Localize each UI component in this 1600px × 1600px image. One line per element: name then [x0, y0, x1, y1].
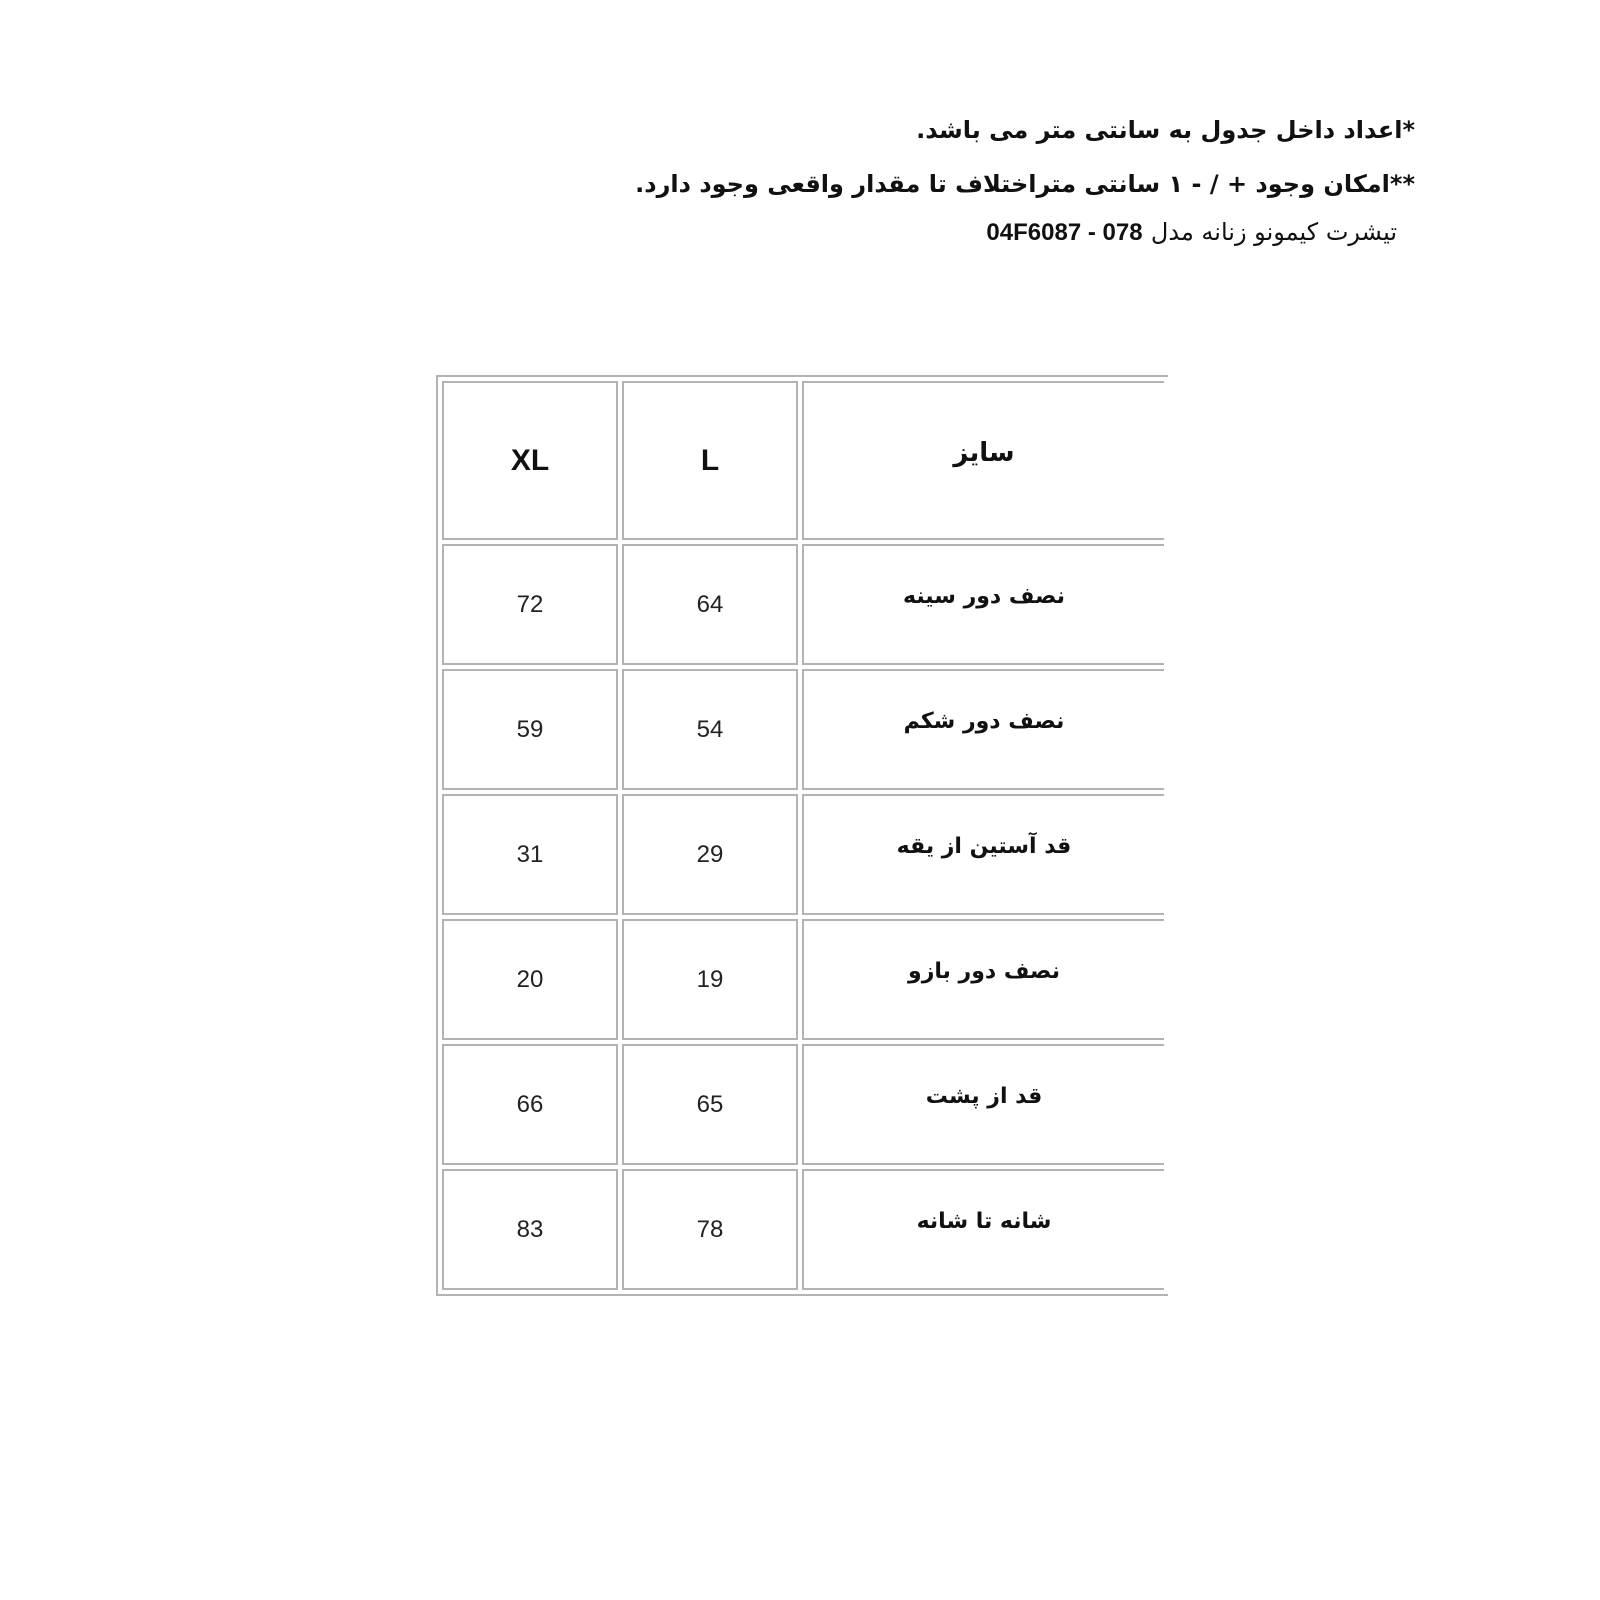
row-label-cell — [802, 919, 1164, 1040]
tolerance-note: **امکان وجود + / - ۱ سانتی متراختلاف تا مقدار واقعی وجود دارد. — [635, 170, 1415, 198]
row-label-cell — [802, 794, 1164, 915]
table-row — [442, 794, 1164, 915]
cell-l: 78 — [622, 1169, 798, 1290]
table-row — [442, 669, 1164, 790]
cell-l: 64 — [622, 544, 798, 665]
product-title — [986, 220, 1397, 245]
row-label: قد آستین از یقه — [896, 834, 1072, 859]
row-label: شانه تا شانه — [916, 1209, 1052, 1234]
unit-note: *اعداد داخل جدول به سانتی متر می باشد. — [916, 116, 1415, 144]
header-xl: XL — [442, 381, 618, 540]
header-size-label-cell — [802, 381, 1164, 540]
table-row — [442, 919, 1164, 1040]
cell-xl: 20 — [442, 919, 618, 1040]
table-row — [442, 544, 1164, 665]
table-row — [442, 1169, 1164, 1290]
row-label-cell — [802, 669, 1164, 790]
size-table — [436, 375, 1168, 1296]
row-label: نصف دور شکم — [903, 709, 1065, 734]
row-label-cell — [802, 1169, 1164, 1290]
cell-l: 29 — [622, 794, 798, 915]
row-label: نصف دور بازو — [908, 959, 1060, 984]
header-size-label: سایز — [953, 437, 1015, 468]
cell-xl: 66 — [442, 1044, 618, 1165]
model-code: 04F6087 - 078 — [986, 219, 1143, 246]
cell-xl: 83 — [442, 1169, 618, 1290]
cell-l: 65 — [622, 1044, 798, 1165]
header-l: L — [622, 381, 798, 540]
row-label: قد از پشت — [925, 1084, 1043, 1109]
cell-xl: 72 — [442, 544, 618, 665]
table-header-row — [442, 381, 1164, 540]
row-label: نصف دور سینه — [902, 584, 1066, 609]
cell-xl: 59 — [442, 669, 618, 790]
product-name: تیشرت کیمونو زنانه مدل — [1150, 218, 1397, 246]
cell-xl: 31 — [442, 794, 618, 915]
row-label-cell — [802, 544, 1164, 665]
cell-l: 54 — [622, 669, 798, 790]
row-label-cell — [802, 1044, 1164, 1165]
table-row — [442, 1044, 1164, 1165]
cell-l: 19 — [622, 919, 798, 1040]
